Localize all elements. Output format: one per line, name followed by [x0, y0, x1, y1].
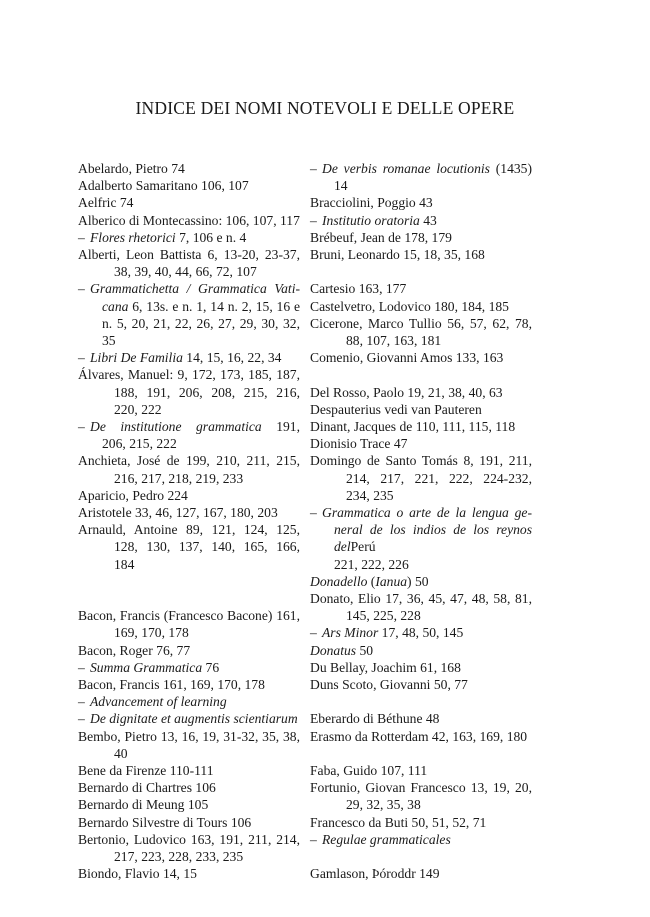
index-entry	[78, 831, 300, 865]
entry-line: Donadello (Ianua) 50	[310, 573, 429, 589]
entry-line: Alberti, Leon Battista 6, 13-20, 23-37,	[78, 247, 300, 263]
entry-line: 184	[114, 556, 135, 572]
entry-line: Dinant, Jacques de 110, 111, 115, 118	[310, 419, 516, 435]
index-entry	[78, 762, 300, 779]
index-entry	[78, 607, 300, 641]
entry-line: Del Rosso, Paolo 19, 21, 38, 40, 63	[310, 384, 503, 400]
entry-line: – Regulae grammaticales	[310, 831, 451, 847]
entry-line: 38, 39, 40, 44, 66, 72, 107	[114, 264, 257, 280]
entry-gap	[310, 263, 532, 280]
index-subentry	[310, 160, 532, 194]
dash-mark: –	[78, 659, 85, 675]
entry-line: Comenio, Giovanni Amos 133, 163	[310, 350, 504, 366]
index-subentry	[310, 831, 532, 848]
index-subentry	[78, 659, 300, 676]
index-entry	[78, 177, 300, 194]
index-entry	[310, 590, 532, 624]
entry-line: – De institutione grammatica 191,	[78, 419, 300, 435]
entry-line: 234, 235	[346, 487, 394, 503]
dash-mark: –	[310, 831, 317, 847]
index-entry	[78, 728, 300, 762]
index-entry	[310, 779, 532, 813]
dash-mark: –	[78, 281, 85, 297]
index-column-left	[78, 160, 300, 883]
entry-line: – Libri De Familia 14, 15, 16, 22, 34	[78, 350, 282, 366]
index-entry	[78, 521, 300, 573]
entry-gap	[78, 590, 300, 607]
entry-line: Faba, Guido 107, 111	[310, 763, 428, 779]
index-entry	[78, 194, 300, 211]
entry-line: Abelardo, Pietro 74	[78, 161, 185, 176]
entry-line: Duns Scoto, Giovanni 50, 77	[310, 677, 468, 693]
index-column-right	[310, 160, 532, 882]
entry-line: Bracciolini, Poggio 43	[310, 195, 433, 211]
entry-line: Arnauld, Antoine 89, 121, 124, 125,	[78, 522, 300, 538]
entry-line: Erasmo da Rotterdam 42, 163, 169, 180	[310, 728, 528, 744]
entry-gap	[310, 848, 532, 865]
index-entry	[78, 865, 300, 882]
index-entry	[310, 452, 532, 504]
index-entry	[310, 728, 532, 745]
entry-line: Domingo de Santo Tomás 8, 191, 211,	[310, 453, 532, 469]
entry-line: 128, 130, 137, 140, 165, 166,	[114, 539, 300, 555]
entry-gap	[310, 366, 532, 383]
entry-line: Cartesio 163, 177	[310, 281, 407, 297]
entry-line: Adalberto Samaritano 106, 107	[78, 178, 249, 194]
entry-line: n. 5, 20, 21, 22, 26, 27, 29, 30, 32,	[102, 315, 300, 331]
index-subentry	[310, 624, 532, 641]
entry-line: 221, 222, 226	[334, 556, 409, 572]
index-entry	[78, 814, 300, 831]
index-entry	[310, 573, 532, 590]
index-entry	[78, 487, 300, 504]
index-entry	[310, 762, 532, 779]
index-entry	[310, 229, 532, 246]
entry-line: Bembo, Pietro 13, 16, 19, 31-32, 35, 38,	[78, 728, 300, 744]
index-subentry	[78, 349, 300, 366]
index-entry	[310, 642, 532, 659]
entry-line: neral de los indios de los reynos delPerú	[334, 522, 532, 555]
index-subentry	[78, 229, 300, 246]
entry-line: Castelvetro, Lodovico 180, 184, 185	[310, 298, 509, 314]
entry-line: Álvares, Manuel: 9, 172, 173, 185, 187,	[78, 367, 300, 383]
index-entry	[310, 315, 532, 349]
index-entry	[78, 246, 300, 280]
index-subentry	[310, 504, 532, 573]
dash-mark: –	[310, 625, 317, 641]
entry-line: Despauterius vedi van Pauteren	[310, 401, 482, 417]
index-entry	[78, 504, 300, 521]
entry-line: – Institutio oratoria 43	[310, 212, 437, 228]
index-entry	[310, 435, 532, 452]
entry-line: 14	[334, 178, 348, 194]
index-entry	[310, 246, 532, 263]
entry-line: cana 6, 13s. e n. 1, 14 n. 2, 15, 16 e	[102, 298, 300, 314]
index-entry	[310, 814, 532, 831]
index-entry	[310, 659, 532, 676]
index-entry	[310, 194, 532, 211]
dash-mark: –	[78, 711, 85, 727]
entry-line: – De verbis romanae locutionis (1435)	[310, 161, 533, 176]
entry-line: Du Bellay, Joachim 61, 168	[310, 659, 461, 675]
entry-line: 214, 217, 221, 222, 224-232,	[346, 470, 532, 486]
entry-line: 188, 191, 206, 208, 215, 216,	[114, 384, 300, 400]
index-entry	[78, 676, 300, 693]
entry-gap	[310, 693, 532, 710]
entry-line: Donatus 50	[310, 642, 374, 658]
dash-mark: –	[78, 350, 85, 366]
dash-mark: –	[310, 161, 317, 176]
entry-line: 216, 217, 218, 219, 233	[114, 470, 244, 486]
dash-mark: –	[310, 212, 317, 228]
entry-line: – Grammatica o arte de la lengua ge-	[310, 505, 532, 521]
entry-line: Gamlason, Þóroddr 149	[310, 866, 440, 882]
page-title: INDICE DEI NOMI NOTEVOLI E DELLE OPERE	[135, 98, 515, 118]
entry-line: 145, 225, 228	[346, 608, 421, 624]
entry-line: Aparicio, Pedro 224	[78, 487, 188, 503]
index-entry	[310, 401, 532, 418]
index-subentry	[78, 693, 300, 710]
entry-line: Bruni, Leonardo 15, 18, 35, 168	[310, 247, 485, 263]
index-entry	[310, 349, 532, 366]
entry-line: Fortunio, Giovan Francesco 13, 19, 20,	[310, 780, 532, 796]
index-entry	[78, 366, 300, 418]
dash-mark: –	[310, 505, 317, 521]
entry-line: – De dignitate et augmentis scientiarum	[78, 711, 298, 727]
entry-line: Bernardo di Meung 105	[78, 797, 209, 813]
dash-mark: –	[78, 694, 85, 710]
entry-line: Alberico di Montecassino: 106, 107, 117	[78, 212, 300, 228]
entry-line: – Advancement of learning	[78, 694, 227, 710]
entry-line: – Flores rhetorici 7, 106 e n. 4	[78, 229, 247, 245]
dash-mark: –	[78, 229, 85, 245]
entry-line: 40	[114, 745, 128, 761]
entry-line: 206, 215, 222	[102, 436, 177, 452]
dash-mark: –	[78, 419, 85, 435]
index-entry	[310, 418, 532, 435]
index-entry	[310, 710, 532, 727]
index-entry	[310, 384, 532, 401]
entry-line: 217, 223, 228, 233, 235	[114, 849, 244, 865]
entry-line: Anchieta, José de 199, 210, 211, 215,	[78, 453, 300, 469]
index-subentry	[78, 280, 300, 349]
entry-line: 35	[102, 333, 116, 349]
index-entry	[310, 865, 532, 882]
entry-line: Bacon, Francis (Francesco Bacone) 161,	[78, 608, 300, 624]
entry-line: 88, 107, 163, 181	[346, 333, 442, 349]
entry-line: Biondo, Flavio 14, 15	[78, 866, 197, 882]
entry-line: Bacon, Roger 76, 77	[78, 642, 191, 658]
index-subentry	[78, 418, 300, 452]
index-entry	[78, 160, 300, 177]
entry-line: 29, 32, 35, 38	[346, 797, 421, 813]
index-entry	[78, 642, 300, 659]
entry-line: Bacon, Francis 161, 169, 170, 178	[78, 677, 265, 693]
index-subentry	[310, 212, 532, 229]
index-entry	[78, 779, 300, 796]
entry-line: 220, 222	[114, 401, 162, 417]
index-entry	[78, 452, 300, 486]
entry-line: Bernardo Silvestre di Tours 106	[78, 814, 252, 830]
entry-line: Aristotele 33, 46, 127, 167, 180, 203	[78, 505, 278, 521]
entry-line: Cicerone, Marco Tullio 56, 57, 62, 78,	[310, 315, 532, 331]
entry-line: Dionisio Trace 47	[310, 436, 408, 452]
index-entry	[78, 796, 300, 813]
entry-line: Aelfric 74	[78, 195, 134, 211]
entry-line: – Ars Minor 17, 48, 50, 145	[310, 625, 464, 641]
entry-line: – Grammatichetta / Grammatica Vati-	[78, 281, 300, 297]
entry-line: Donato, Elio 17, 36, 45, 47, 48, 58, 81,	[310, 591, 532, 607]
entry-line: Francesco da Buti 50, 51, 52, 71	[310, 814, 487, 830]
index-entry	[310, 280, 532, 297]
index-entry	[310, 676, 532, 693]
entry-gap	[78, 573, 300, 590]
entry-line: 169, 170, 178	[114, 625, 189, 641]
entry-line: Bernardo di Chartres 106	[78, 780, 216, 796]
entry-line: Bene da Firenze 110-111	[78, 763, 214, 779]
entry-line: Bertonio, Ludovico 163, 191, 211, 214,	[78, 831, 300, 847]
index-entry	[310, 298, 532, 315]
entry-line: – Summa Grammatica 76	[78, 659, 220, 675]
entry-line: Eberardo di Béthune 48	[310, 711, 440, 727]
index-subentry	[78, 710, 300, 727]
entry-gap	[310, 745, 532, 762]
entry-line: Brébeuf, Jean de 178, 179	[310, 229, 452, 245]
index-entry	[78, 212, 300, 229]
